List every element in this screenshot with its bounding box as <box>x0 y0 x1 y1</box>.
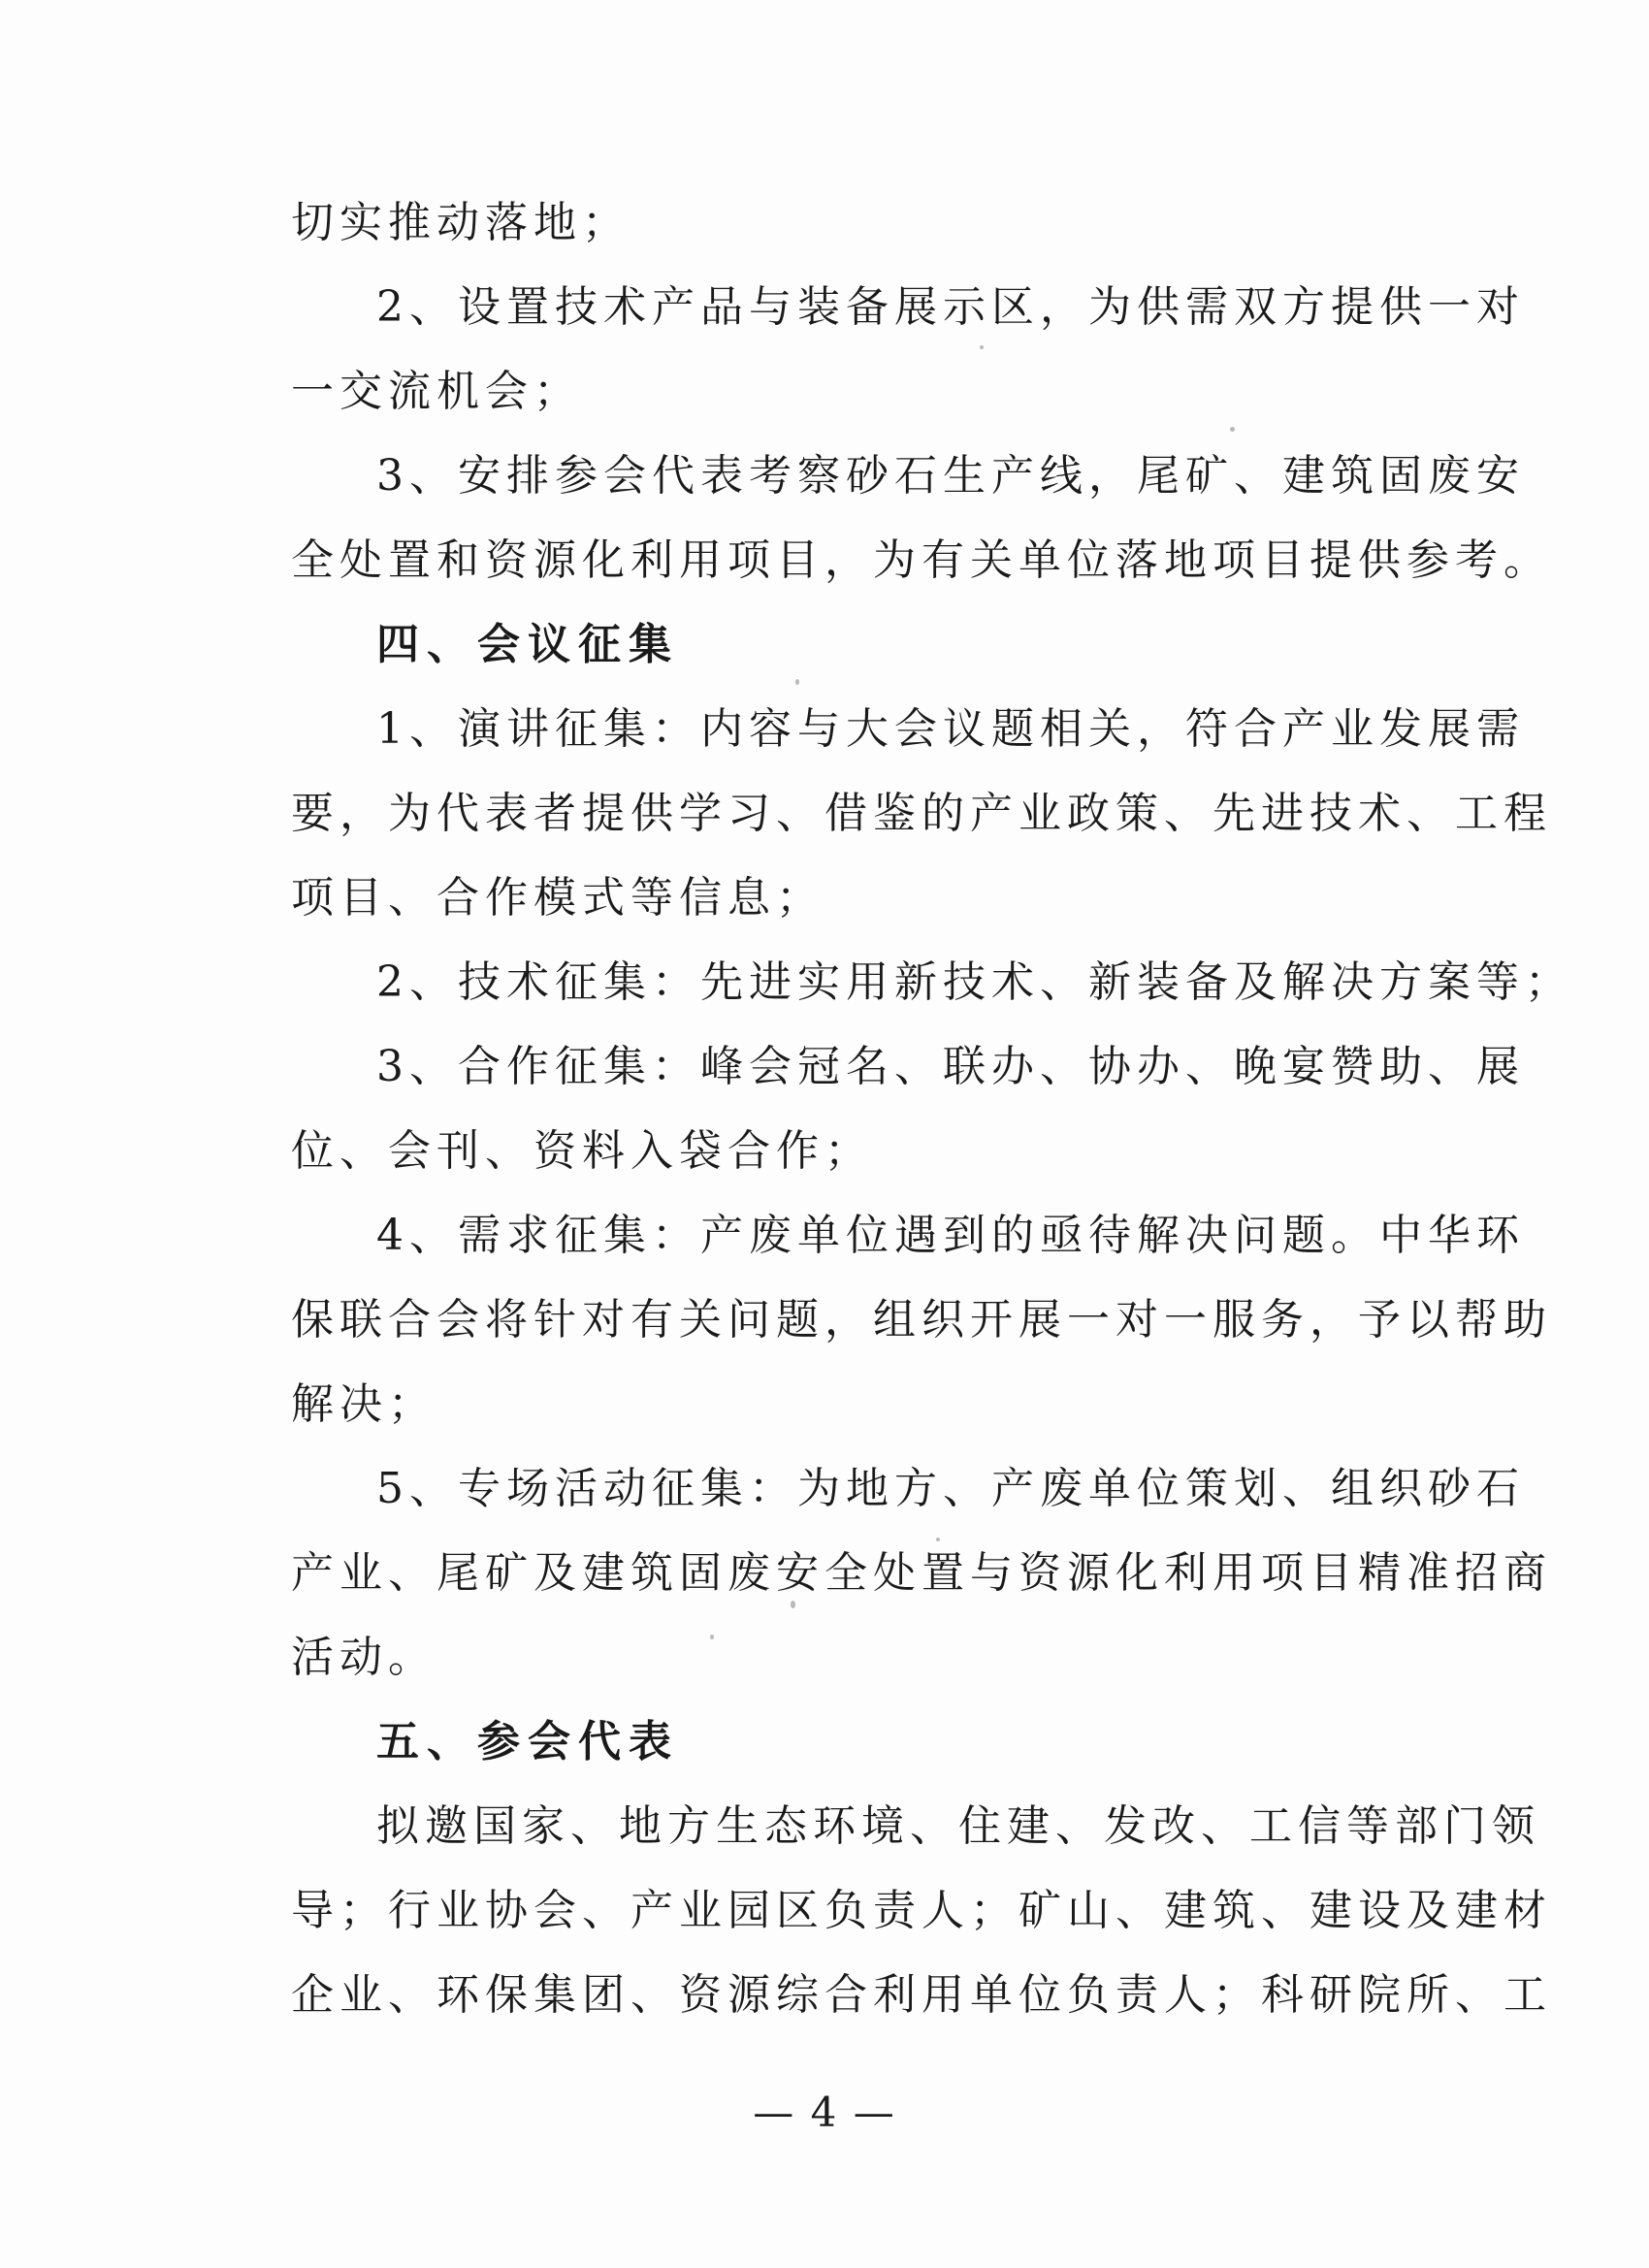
paragraph-line: 3、合作征集：峰会冠名、联办、协办、晚宴赞助、展 <box>376 1042 1525 1091</box>
paragraph-line: 导；行业协会、产业园区负责人；矿山、建筑、建设及建材 <box>291 1886 1552 1935</box>
paragraph-line: 拟邀国家、地方生态环境、住建、发改、工信等部门领 <box>376 1801 1540 1851</box>
paragraph-line: 2、技术征集：先进实用新技术、新装备及解决方案等； <box>376 957 1573 1007</box>
paragraph-line: 5、专场活动征集：为地方、产废单位策划、组织砂石 <box>376 1464 1525 1513</box>
paragraph-line: 活动。 <box>291 1633 436 1682</box>
scan-speck <box>936 1538 940 1541</box>
paragraph-line: 一交流机会； <box>291 367 582 416</box>
paragraph-line: 保联合会将针对有关问题，组织开展一对一服务，予以帮助 <box>291 1295 1552 1345</box>
scan-speck <box>710 1635 714 1639</box>
paragraph-line: 位、会刊、资料入袋合作； <box>291 1126 873 1176</box>
paragraph-line: 切实推动落地； <box>291 198 630 247</box>
paragraph-line: 1、演讲征集：内容与大会议题相关，符合产业发展需 <box>376 704 1525 754</box>
paragraph-line: 全处置和资源化利用项目，为有关单位落地项目提供参考。 <box>291 535 1552 585</box>
paragraph-line: 项目、合作模式等信息； <box>291 873 824 923</box>
scan-speck <box>1230 427 1235 432</box>
paragraph-line: 产业、尾矿及建筑固废安全处置与资源化利用项目精准招商 <box>291 1548 1552 1598</box>
body-text <box>291 194 1573 2051</box>
paragraph-line: 解决； <box>291 1379 436 1429</box>
paragraph-line: 企业、环保集团、资源综合利用单位负责人；科研院所、工 <box>291 1970 1552 2020</box>
paragraph-line: 4、需求征集：产废单位遇到的亟待解决问题。中华环 <box>376 1211 1525 1260</box>
paragraph-line: 2、设置技术产品与装备展示区，为供需双方提供一对 <box>376 282 1525 332</box>
paragraph-line: 要，为代表者提供学习、借鉴的产业政策、先进技术、工程 <box>291 789 1552 838</box>
section-heading-5: 五、参会代表 <box>376 1717 679 1766</box>
scan-speck <box>980 345 984 349</box>
paragraph-line: 3、安排参会代表考察砂石生产线，尾矿、建筑固废安 <box>376 451 1525 501</box>
scan-speck <box>795 679 799 685</box>
section-heading-4: 四、会议征集 <box>376 620 679 669</box>
scan-speck <box>791 1601 795 1608</box>
page-number: — 4 — <box>753 2089 896 2136</box>
